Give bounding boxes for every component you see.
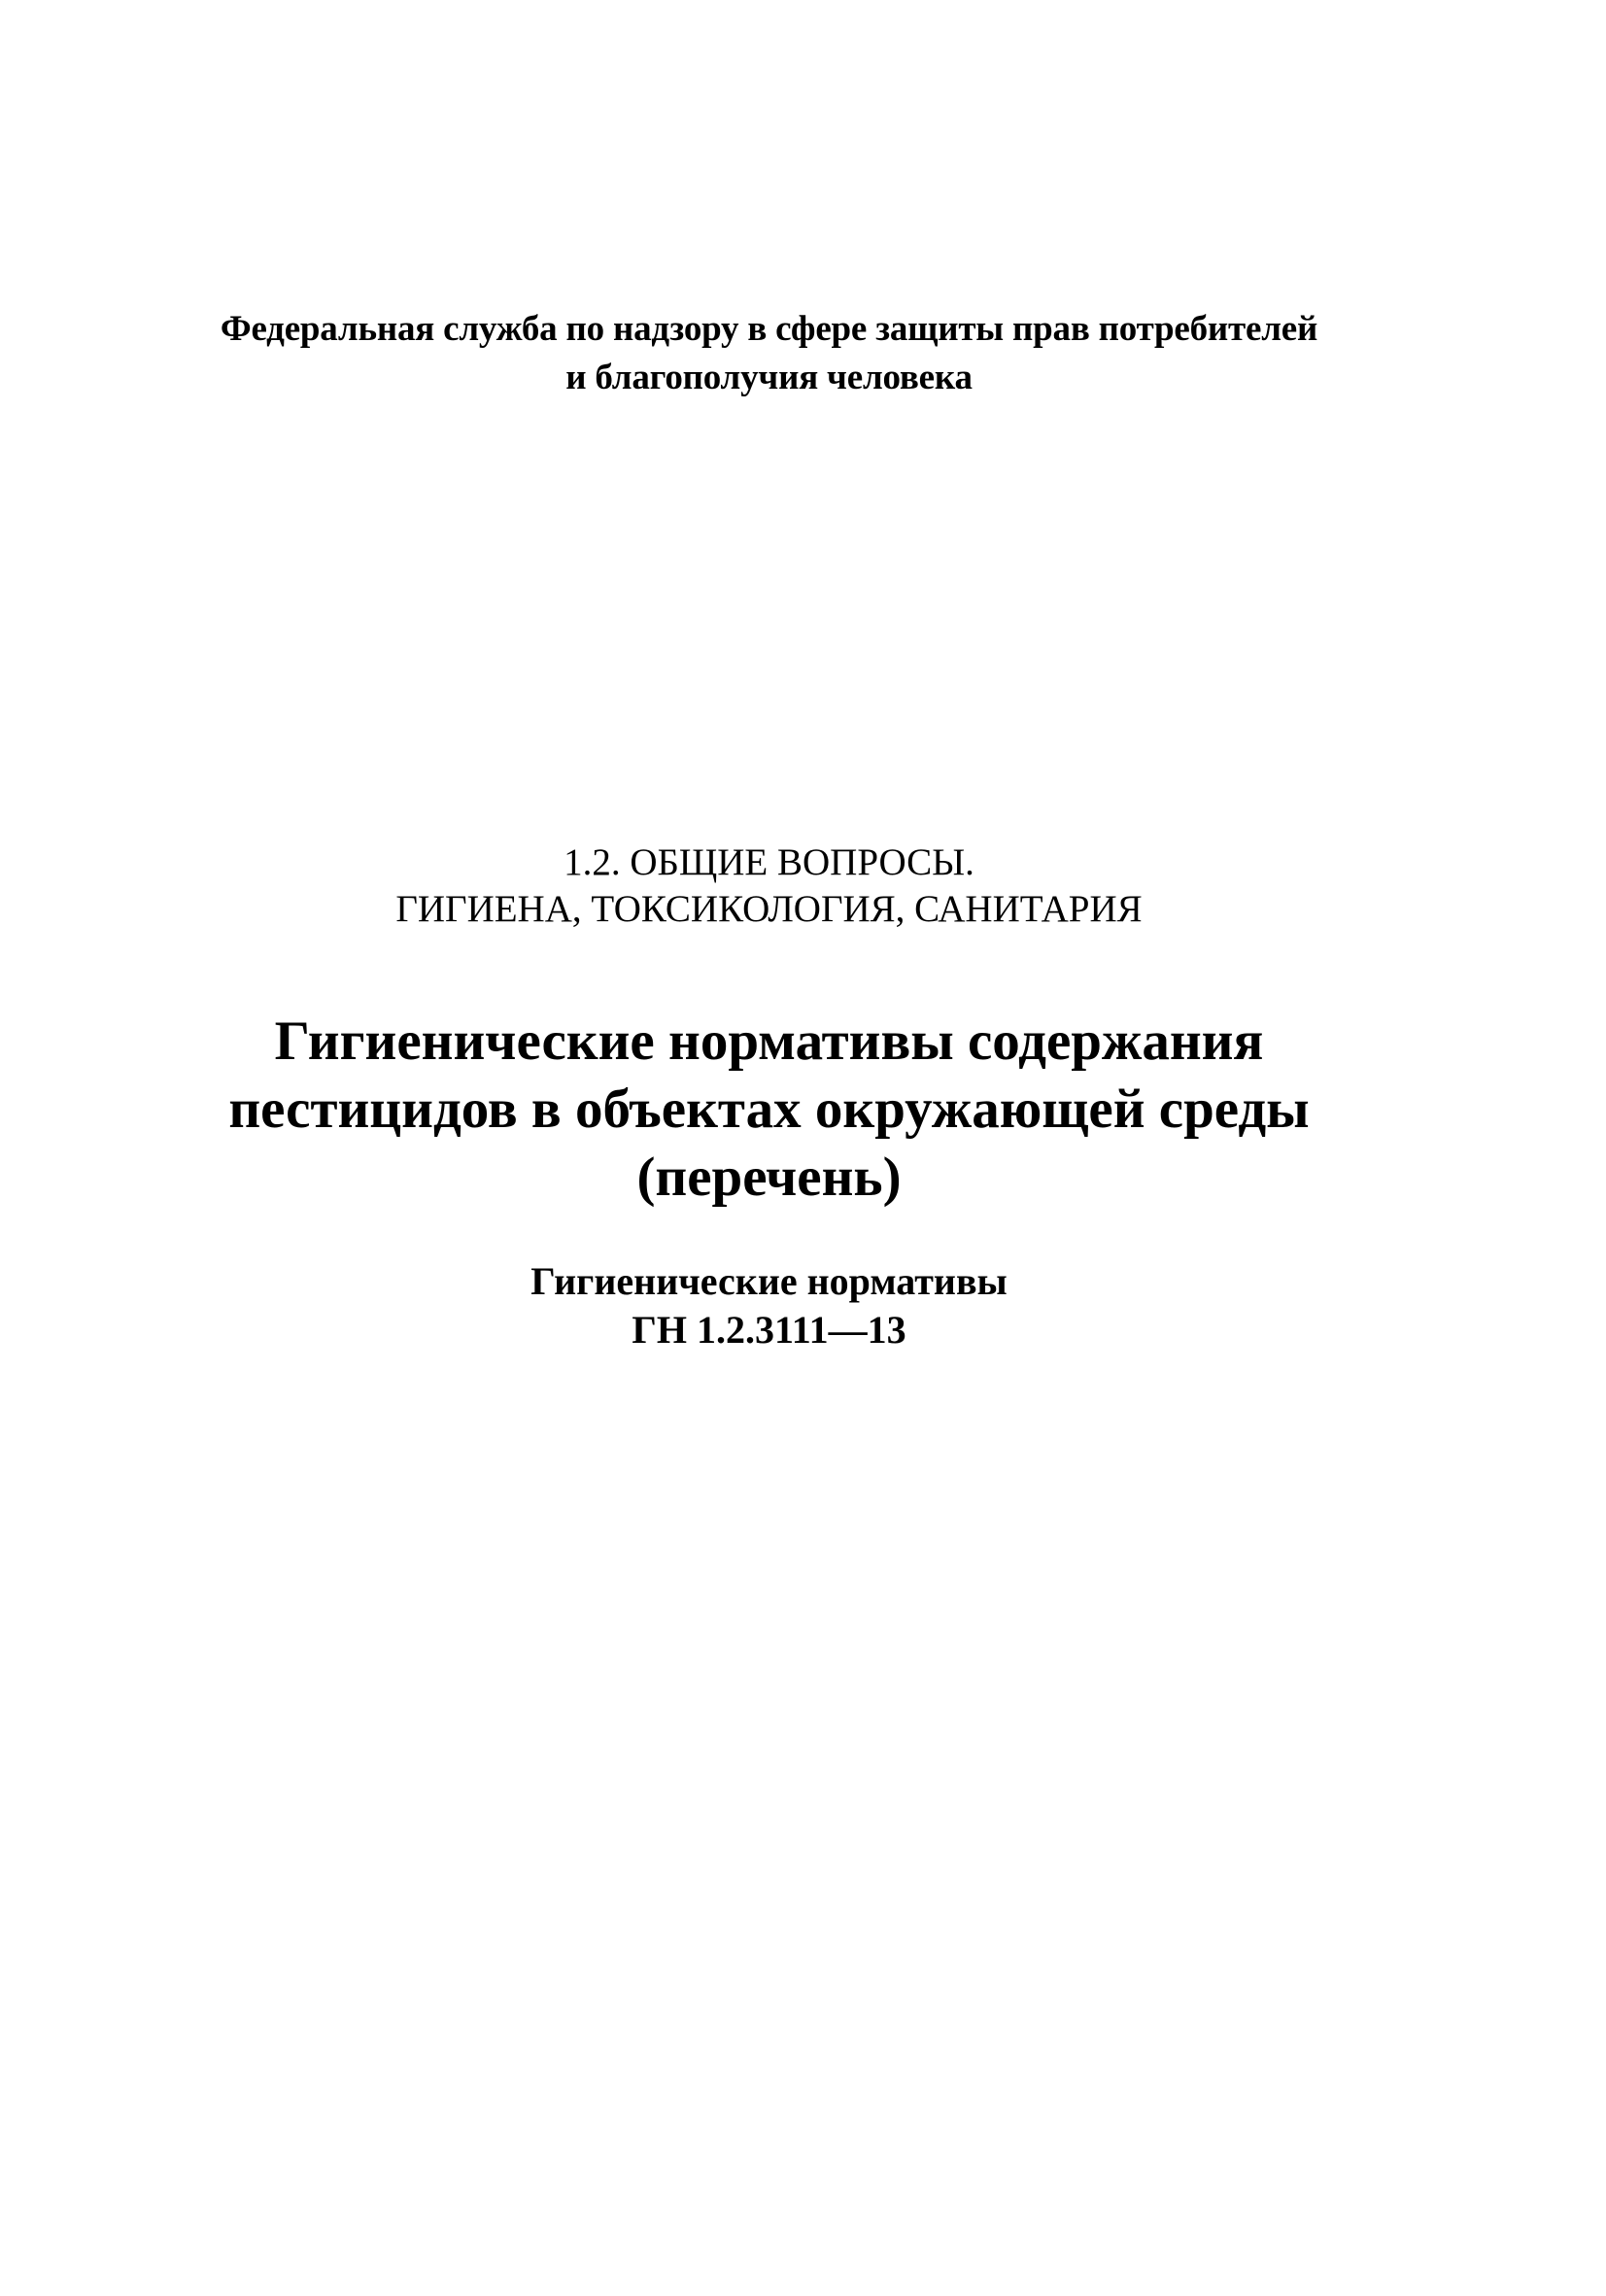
section-heading-line-2: ГИГИЕНА, ТОКСИКОЛОГИЯ, САНИТАРИЯ xyxy=(395,888,1143,930)
section-heading-line-1: 1.2. ОБЩИЕ ВОПРОСЫ. xyxy=(564,841,974,883)
document-title-line-3: (перечень) xyxy=(636,1147,902,1208)
document-title-line-2: пестицидов в объектах окружающей среды xyxy=(228,1079,1310,1140)
document-code: ГН 1.2.3111—13 xyxy=(632,1308,906,1352)
document-type-line-1: Гигиенические нормативы xyxy=(530,1259,1008,1303)
document-title-line-1: Гигиенические нормативы содержания xyxy=(274,1011,1264,1072)
agency-name-line-2: и благополучия человека xyxy=(565,358,973,397)
agency-name-line-1: Федеральная служба по надзору в сфере защиты прав потребителей xyxy=(220,309,1318,349)
